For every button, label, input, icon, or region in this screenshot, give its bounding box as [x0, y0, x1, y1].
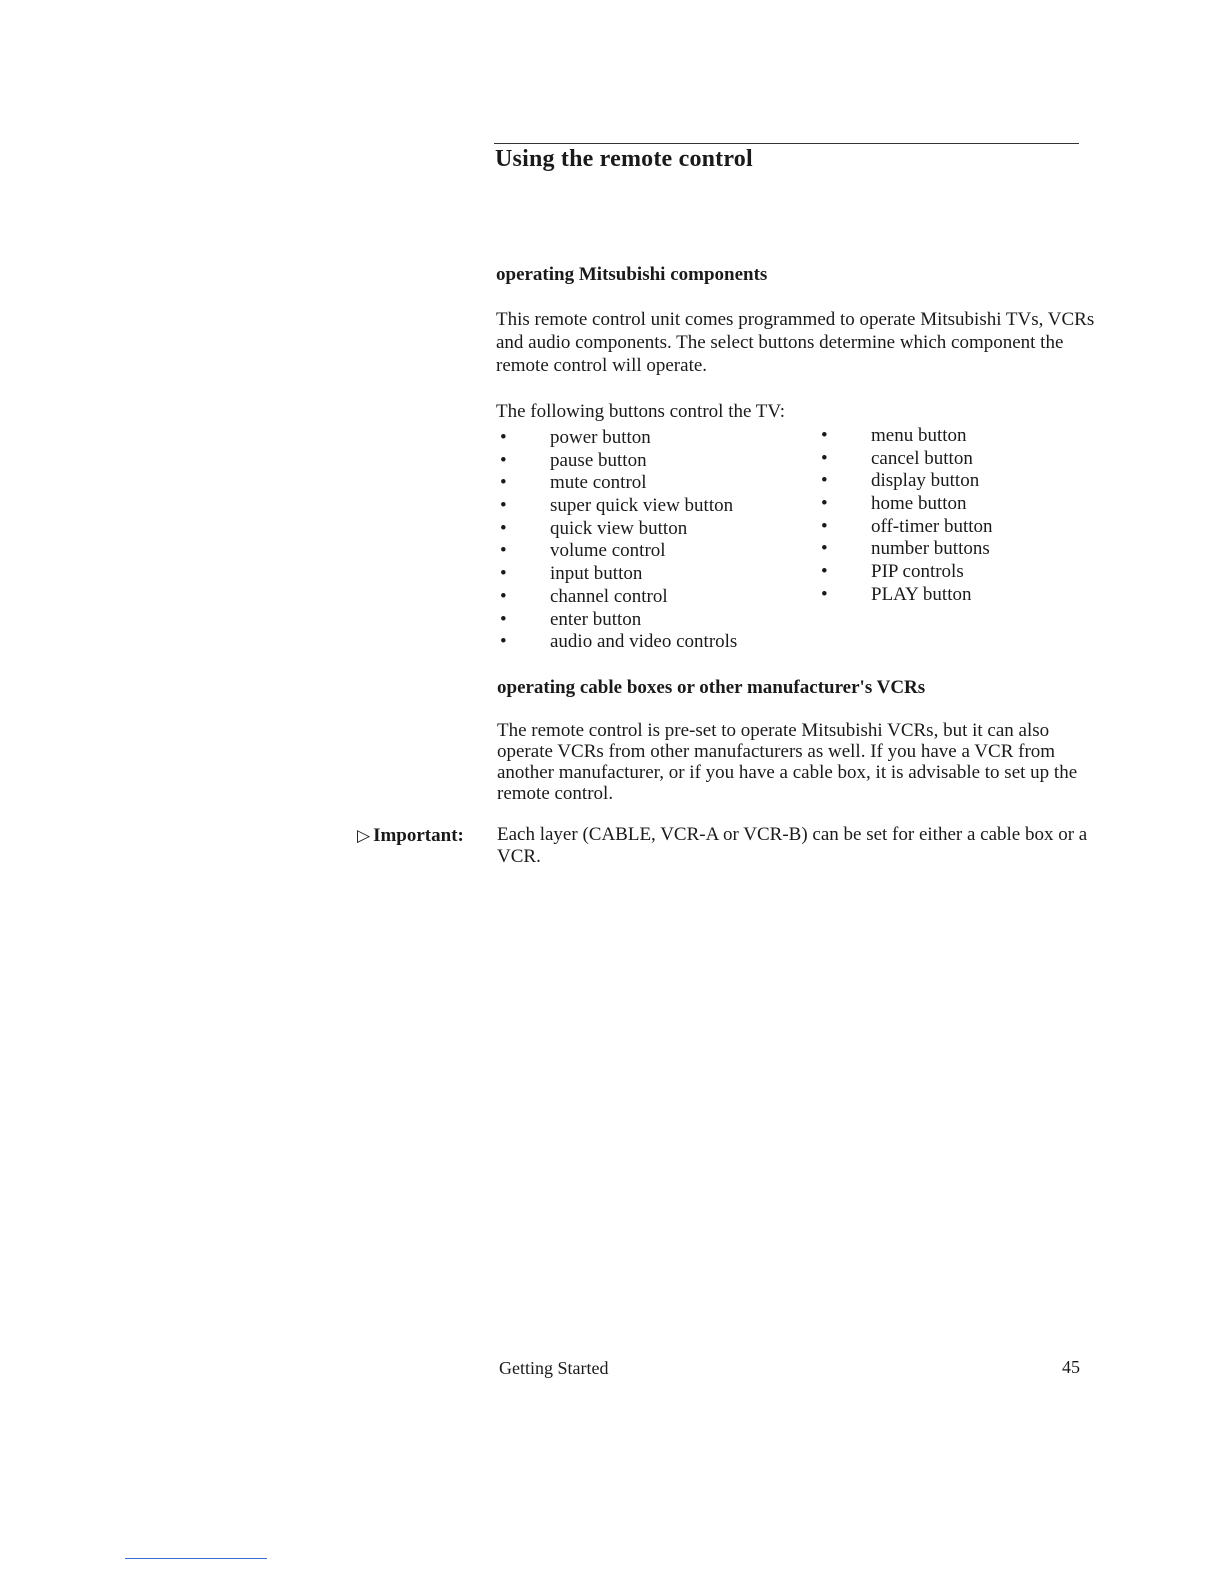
tv-buttons-list-left [497, 427, 737, 654]
bullet-icon: • [821, 493, 828, 515]
list-item: • number buttons [821, 538, 990, 560]
list-item: • volume control [500, 540, 666, 562]
list-item: • super quick view button [500, 495, 734, 517]
cable-vcr-paragraph: The remote control is pre-set to operate Mitsubishi VCRs, but it can also operate VCRs from other manufacturers as well. If you have a VCR from another manufacturer, or if you have a cable box, it is advisable to set up the remote control. [497, 720, 1078, 804]
bullet-icon: • [500, 608, 507, 630]
bullet-icon: • [500, 427, 507, 448]
important-label: ▷ Important: [357, 825, 464, 846]
footer-rule [125, 1558, 267, 1559]
bullet-icon: • [821, 470, 828, 492]
bullet-icon: • [821, 583, 828, 605]
bullet-icon: • [821, 515, 828, 537]
list-item: • PLAY button [821, 583, 972, 605]
intro-paragraph: This remote control unit comes programmed to operate Mitsubishi TVs, VCRs and audio components. The select buttons determine which component the remote control will operate. [496, 309, 1095, 376]
list-item: • off-timer button [821, 515, 993, 537]
list-item: • home button [821, 493, 967, 515]
list-item: • pause button [500, 449, 647, 471]
list-item: • power button [500, 427, 651, 448]
list-item: • input button [500, 563, 643, 585]
bullet-icon: • [500, 472, 507, 494]
tv-buttons-list-right [818, 425, 993, 607]
list-item: • display button [821, 470, 980, 492]
list-item: • cancel button [821, 447, 973, 469]
triangle-pointer-icon: ▷ [357, 826, 371, 846]
bullet-icon: • [500, 540, 507, 562]
bullet-icon: • [500, 585, 507, 607]
list-intro: The following buttons control the TV: [496, 401, 786, 422]
bullet-icon: • [500, 449, 507, 471]
list-item: • audio and video controls [500, 631, 738, 653]
section-heading-cable-vcr: operating cable boxes or other manufacturer's VCRs [497, 677, 926, 698]
section-heading-mitsubishi: operating Mitsubishi components [496, 264, 768, 285]
page-number: 45 [1062, 1357, 1080, 1377]
bullet-icon: • [500, 495, 507, 517]
bullet-icon: • [500, 517, 507, 539]
important-note: Each layer (CABLE, VCR-A or VCR-B) can be set for either a cable box or a VCR. [497, 824, 1088, 867]
list-item: • quick view button [500, 517, 688, 539]
bullet-icon: • [500, 631, 507, 653]
footer-section-name: Getting Started [499, 1358, 609, 1378]
list-item: • enter button [500, 608, 642, 630]
bullet-icon: • [821, 561, 828, 583]
bullet-icon: • [821, 538, 828, 560]
list-item: • PIP controls [821, 561, 964, 583]
bullet-icon: • [821, 447, 828, 469]
bullet-icon: • [821, 425, 828, 446]
list-item: • menu button [821, 425, 967, 446]
bullet-icon: • [500, 563, 507, 585]
list-item: • channel control [500, 585, 668, 607]
list-item: • mute control [500, 472, 647, 494]
header-rule [494, 143, 1079, 144]
page-title: Using the remote control [495, 146, 753, 172]
